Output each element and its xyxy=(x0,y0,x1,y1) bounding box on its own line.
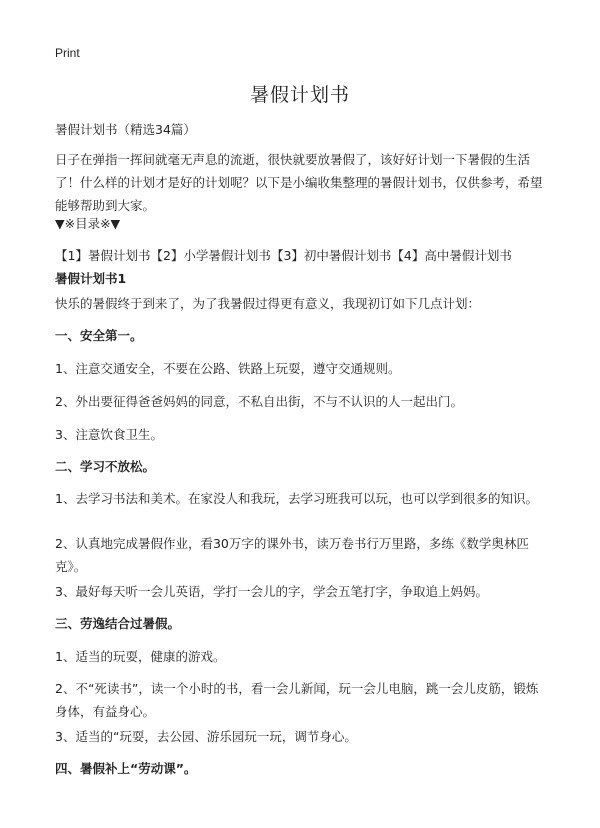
list-item: 1、去学习书法和美术。在家没人和我玩，去学习班我可以玩，也可以学到很多的知识。 xyxy=(55,491,538,506)
list-item: 1、注意交通安全，不要在公路、铁路上玩耍，遵守交通规则。 xyxy=(55,361,401,376)
intro-paragraph: 日子在弹指一挥间就毫无声息的流逝，很快就要放暑假了，该好好计划一下暑假的生活了！什么样的计划才是好的计划呢？以下是小编收集整理的暑假计划书，仅供参考，希望能够帮助到大家。 xyxy=(55,152,543,213)
heading-safety: 一、安全第一。 xyxy=(55,328,143,343)
toc-link-3[interactable]: 【3】初中暑假计划书 xyxy=(270,248,392,263)
list-item: 3、最好每天听一会儿英语，学打一会儿的字，学会五笔打字，争取追上妈妈。 xyxy=(55,584,488,599)
heading-study: 二、学习不放松。 xyxy=(55,459,156,474)
section-title: 暑假计划书1 xyxy=(55,271,127,286)
toc-link-4[interactable]: 【4】高中暑假计划书 xyxy=(391,248,512,263)
heading-balance: 三、劳逸结合过暑假。 xyxy=(55,616,181,631)
table-of-contents xyxy=(55,244,550,290)
list-item: 2、认真地完成暑假作业，看30万字的课外书，读万卷书行万里路，多练《数学奥林匹克》。 xyxy=(55,536,529,574)
toc-link-1[interactable]: 【1】暑假计划书 xyxy=(55,248,151,263)
toc-links-line xyxy=(55,244,550,267)
toc-header: ▼※目录※▼ xyxy=(55,216,121,231)
list-item: 1、适当的玩耍，健康的游戏。 xyxy=(55,649,226,664)
document-subtitle: 暑假计划书（精选34篇） xyxy=(55,122,196,137)
list-item: 2、外出要征得爸爸妈妈的同意，不私自出街，不与不认识的人一起出门。 xyxy=(55,394,463,409)
list-item: 2、不“死读书”，读一个小时的书，看一会儿新闻，玩一会儿电脑，跳一会儿皮筋，锻炼身体，有益身心。 xyxy=(55,681,539,719)
page-title: 暑假计划书 xyxy=(249,84,350,106)
toc-link-2[interactable]: 【2】小学暑假计划书 xyxy=(150,248,271,263)
heading-labor: 四、暑假补上“劳动课”。 xyxy=(55,761,197,776)
list-item: 3、适当的“玩耍，去公园、游乐园玩一玩，调节身心。 xyxy=(55,729,357,744)
print-link[interactable]: Print xyxy=(55,46,80,60)
lead-paragraph: 快乐的暑假终于到来了，为了我暑假过得更有意义，我现初订如下几点计划： xyxy=(55,296,481,311)
list-item: 3、注意饮食卫生。 xyxy=(55,427,163,442)
